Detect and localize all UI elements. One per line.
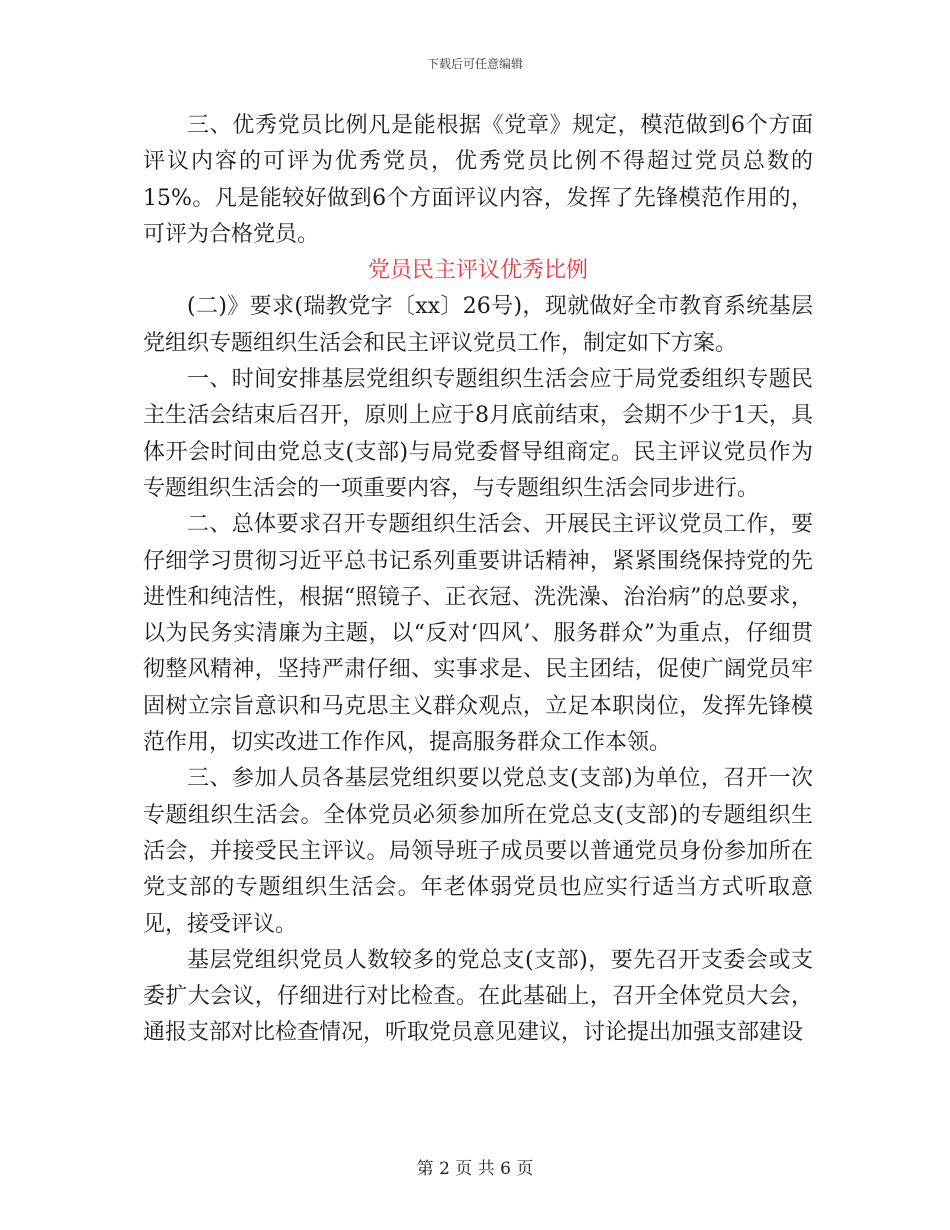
paragraph-general-requirements: 二、总体要求召开专题组织生活会、开展民主评议党员工作，要仔细学习贯彻习近平总书记系列重要讲话精神，紧紧围绕保持党的先进性和纯洁性，根据“照镜子、正衣冠、洗洗澡、治治病”的总要求，以为民务实清廉为主题，以“反对‘四风’、服务群众”为重点，仔细贯彻整风精神，坚持严肃仔细、实事求是、民主团结，促使广阔党员牢固树立宗旨意识和马克思主义群众观点，立足本职岗位，发挥先锋模范作用，切实改进工作作风，提高服务群众工作本领。 bbox=[143, 512, 813, 756]
paragraph-requirements: (二)》要求(瑞教党字〔xx〕26号)，现就做好全市教育系统基层党组织专题组织生活会和民主评议党员工作，制定如下方案。 bbox=[143, 294, 813, 356]
intro-paragraph: 三、优秀党员比例凡是能根据《党章》规定，模范做到6个方面评议内容的可评为优秀党员，优秀党员比例不得超过党员总数的15%。凡是能较好做到6个方面评议内容，发挥了先锋模范作用的，可评为合格党员。 bbox=[143, 113, 813, 247]
paragraph-branch-meetings: 基层党组织党员人数较多的党总支(支部)，要先召开支委会或支委扩大会议，仔细进行对比检查。在此基础上，召开全体党员大会，通报支部对比检查情况，听取党员意见建议，讨论提出加强支部建设 bbox=[143, 947, 813, 1046]
document-body bbox=[143, 108, 813, 1052]
paragraph-participants: 三、参加人员各基层党组织要以党总支(支部)为单位，召开一次专题组织生活会。全体党员必须参加所在党总支(支部)的专题组织生活会，并接受民主评议。局领导班子成员要以普通党员身份参加所在党支部的专题组织生活会。年老体弱党员也应实行适当方式听取意见，接受评议。 bbox=[143, 766, 813, 937]
page-number: 第 2 页 共 6 页 bbox=[416, 1159, 534, 1179]
document-title: 党员民主评议优秀比例 bbox=[367, 258, 588, 284]
download-note: 下载后可任意编辑 bbox=[426, 57, 523, 71]
paragraph-time-schedule: 一、时间安排基层党组织专题组织生活会应于局党委组织专题民主生活会结束后召开，原则上应于8月底前结束，会期不少于1天，具体开会时间由党总支(支部)与局党委督导组商定。民主评议党员作为专题组织生活会的一项重要内容，与专题组织生活会同步进行。 bbox=[143, 367, 813, 501]
